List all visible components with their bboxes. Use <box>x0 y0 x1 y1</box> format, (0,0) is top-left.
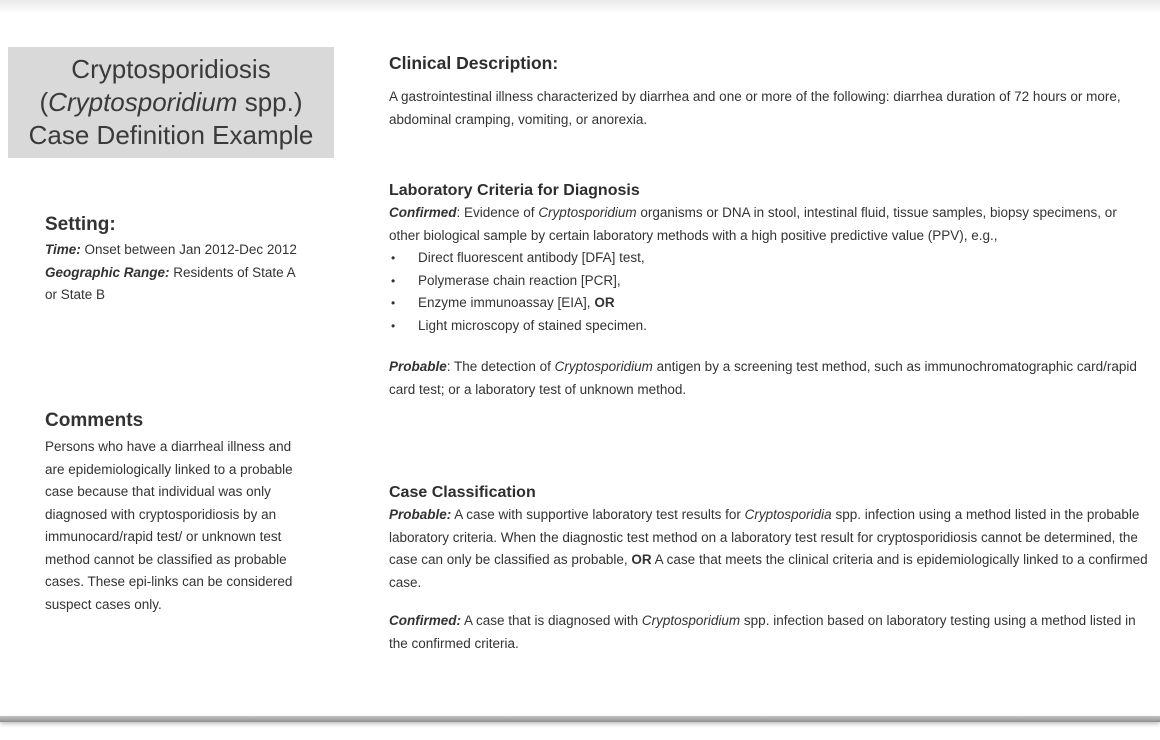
cls-confirmed-genus: Cryptosporidium <box>641 613 741 628</box>
method-eia: Enzyme immunoassay [EIA], <box>418 295 595 310</box>
lab-confirmed-pre: : Evidence of <box>456 205 539 220</box>
range-label: Geographic Range: <box>45 264 170 280</box>
lab-heading: Laboratory Criteria for Diagnosis <box>389 182 640 199</box>
method-item: • Direct fluorescent antibody [DFA] test, <box>389 247 1149 270</box>
method-list <box>389 247 1149 337</box>
title-box <box>8 47 334 158</box>
method-item: • Light microscopy of stained specimen. <box>389 315 1149 338</box>
time-value: Onset between Jan 2012-Dec 2012 <box>80 242 297 257</box>
cls-probable-post: spp. infection using a method listed in the probable laboratory criteria. When the diagnostic test method on a laboratory test result for cryptosporidiosis cannot be determined, the case can only be classified as probable, <box>389 507 1140 567</box>
classification-confirmed <box>389 610 1149 655</box>
setting-section <box>45 213 307 307</box>
lab-confirmed-genus: Cryptosporidium <box>538 205 637 220</box>
title-spp: spp.) <box>237 87 303 117</box>
lab-criteria-section <box>389 180 1149 401</box>
title-genus: Cryptosporidium <box>48 87 238 117</box>
setting-time <box>45 239 307 262</box>
cls-confirmed-pre: A case that is diagnosed with <box>461 613 642 628</box>
clinical-section <box>389 52 1149 131</box>
lab-probable-genus: Cryptosporidium <box>554 359 653 374</box>
title-line-1: Cryptosporidiosis <box>71 54 271 84</box>
lab-probable-post: antigen by a screening test method, such as immunochromatographic card/rapid card test; or a laboratory test of unknown method. <box>389 359 1137 397</box>
setting-range <box>45 262 307 307</box>
lab-confirmed-label: Confirmed <box>389 205 457 220</box>
comments-section <box>45 409 307 616</box>
cls-confirmed-label: Confirmed: <box>389 613 461 628</box>
lab-probable-label: Probable <box>389 359 447 374</box>
lab-probable <box>389 356 1149 401</box>
title-paren: ( <box>39 87 49 117</box>
cls-probable-genus: Cryptosporidia <box>744 507 832 522</box>
method-item <box>389 292 1149 315</box>
top-shadow <box>0 0 1160 14</box>
classification-probable <box>389 504 1149 594</box>
method-or: OR <box>594 295 615 310</box>
cls-confirmed-post: spp. infection based on laboratory testing using a method listed in the confirmed criteria. <box>389 613 1136 651</box>
cls-probable-or: OR <box>631 552 652 567</box>
comments-text: Persons who have a diarrheal illness and are epidemiologically linked to a probable case because that individual was only diagnosed with cryptosporidiosis by an immunocard/rapid test/ or unknown test method cannot be classified as probable cases. These epi-links can be considered suspect cases only. <box>45 439 293 612</box>
lab-confirmed-post: organisms or DNA in stool, intestinal fluid, tissue samples, biopsy specimens, or other biological sample by certain laboratory methods with a high positive predictive value (PPV), e.g., <box>389 205 1117 243</box>
lab-confirmed <box>389 202 1149 247</box>
title-line-2 <box>8 86 334 119</box>
clinical-text: A gastrointestinal illness characterized by diarrhea and one or more of the following: diarrhea duration of 72 hours or more, abdominal cramping, vomiting, or anorexia. <box>389 89 1121 127</box>
classification-section <box>389 482 1149 655</box>
setting-heading: Setting: <box>45 214 116 235</box>
cls-probable-tail: A case that meets the clinical criteria and is epidemiologically linked to a confirmed case. <box>389 552 1148 590</box>
lab-probable-pre: : The detection of <box>446 359 555 374</box>
classification-heading: Case Classification <box>389 484 536 501</box>
clinical-heading: Clinical Description: <box>389 53 559 73</box>
bottom-shadow-rule <box>0 716 1160 722</box>
time-label: Time: <box>45 242 81 257</box>
title-line-3: Case Definition Example <box>28 120 314 150</box>
range-value: Residents of State A or State B <box>45 264 295 302</box>
comments-heading: Comments <box>45 410 144 431</box>
method-item: • Polymerase chain reaction [PCR], <box>389 270 1149 293</box>
cls-probable-pre: A case with supportive laboratory test results for <box>451 507 745 522</box>
cls-probable-label: Probable: <box>389 507 452 522</box>
